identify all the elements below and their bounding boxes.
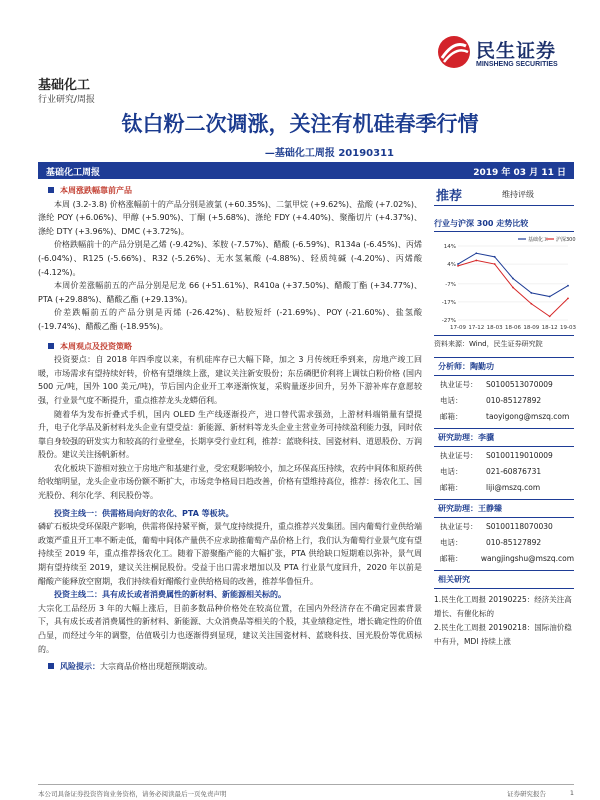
chart-y-tick-label: 14% xyxy=(443,244,456,250)
section-heading: 本周涨跌幅靠前产品 xyxy=(48,184,422,198)
performance-chart xyxy=(434,232,574,336)
related-item[interactable]: 1.民生化工周报 20190225：经济关注高增长、有催化标的 xyxy=(434,595,572,618)
chart-point xyxy=(567,297,569,299)
chart-x-tick-label: 18-06 xyxy=(505,325,521,331)
chart-point xyxy=(512,287,514,289)
main-content xyxy=(38,184,422,674)
related-heading: 相关研究 xyxy=(434,570,574,589)
paragraph: 本周价差涨幅前五的产品分别是尼龙 66 (+51.61%)、R410a (+37.50%)、醋酸丁酯 (+34.77%)、PTA (+29.88%)、醋酸乙酯 (+29.13%)。 xyxy=(38,281,422,304)
page-number: 1 xyxy=(569,789,574,797)
info-row: 执业证号： S0100119010009 xyxy=(440,450,553,460)
logo-name-en: MINSHENG SECURITIES xyxy=(476,61,558,68)
investment-line-1-heading: 投资主线一：供需格局向好的农化、PTA 等板块。 xyxy=(54,508,234,518)
info-row[interactable]: 邮箱： taoyigong@mszq.com xyxy=(440,411,570,421)
rating-box xyxy=(434,184,574,206)
chart-point xyxy=(494,256,496,258)
chart-point xyxy=(475,260,477,262)
chart-point xyxy=(475,252,477,254)
chart-x-tick-label: 17-12 xyxy=(468,325,485,331)
footer xyxy=(38,784,574,798)
chart-point xyxy=(457,265,459,267)
info-row[interactable]: 邮箱： liji@mszq.com xyxy=(440,482,541,492)
chart-point xyxy=(494,263,496,265)
chart-title: 行业与沪深 300 走势比较 xyxy=(434,218,574,232)
report-subtitle: —基础化工周报 20190311 xyxy=(264,148,394,159)
paragraph: 大宗化工品经历 3 年的大幅上涨后，目前多数品种价格处在较高位置，在国内外经济存在不确定因素背景下，具有成长或者消费属性的新材料、新能源、大众消费品等相关的个股，其业绩稳定性，增长确定性的价值凸显，而经过今年的调整，估值吸引力也逐渐得到显现，建议关注国瓷材料、蓝晓科技、国光股份等优质标的。 xyxy=(38,603,422,654)
chart-legend-label: 沪深300 xyxy=(556,237,576,243)
bar-report-name: 基础化工周报 xyxy=(46,168,101,178)
info-row[interactable]: 邮箱： wangjingshu@mszq.com xyxy=(440,553,574,563)
investment-line-2-heading: 投资主线二：具有成长或者消费属性的新材料、新能源相关标的。 xyxy=(54,590,286,600)
chart-x-tick-label: 19-03 xyxy=(560,325,576,331)
risk-warning: 风险提示：大宗商品价格出现超预期波动。 xyxy=(48,660,422,674)
paragraph: 磷矿石板块受环保限产影响，供需将保持紧平衡，景气度持续提升，重点推荐兴发集团。国内葡萄行业供给端政策严重且开工率不断走低，葡萄中间体产量供不应求助推葡萄产品价格上行，我们认为葡萄行业景气度有望持续至 2019 年，重点推荐扬农化工。随着下游聚酯产能的大幅扩张，PTA 供给缺口短期难以弥补，景气周期有望持续至 2019，建议关注桐昆股份。受益于出口需求增加以及 PTA 行业景气度回升，2020 年以前是醋酸产能释放空窗期，我们持续看好醋酸行业供给格局的改善，推荐华鲁恒升。 xyxy=(38,522,422,586)
paragraph: 价格跌幅前十的产品分别是乙烯 (-9.42%)、苯胺 (-7.57%)、醋酸 (-6.59%)、R134a (-6.45%)、丙烯 (-6.04%)、R125 (-5.66%)、R32 (-5.26%)、无水氢氟酸 (-4.88%)、轻质纯碱 (-4.20%)、丙烯酸 (-4.12%)。 xyxy=(38,240,422,277)
chart-y-tick-label: -17% xyxy=(441,299,456,306)
footer-report-type: 证券研究报告 xyxy=(507,790,546,798)
chart-series-line xyxy=(458,253,568,296)
logo-name: 民生证券 xyxy=(476,40,557,62)
chart-svg xyxy=(434,232,574,336)
chart-point xyxy=(512,278,514,280)
bar-date: 2019 年 03 月 11 日 xyxy=(473,168,566,178)
rating-label: 推荐 xyxy=(436,189,463,204)
company-logo xyxy=(436,34,576,74)
sidebar xyxy=(434,184,574,649)
chart-y-tick-label: 4% xyxy=(447,262,456,269)
info-row: 电话： 021-60876731 xyxy=(440,466,542,476)
paragraph: 农化板块下游相对独立于房地产和基建行业，受宏观影响较小，加之环保高压持续，农药中间体和原药供给收缩明显，龙头企业市场份额不断扩大，市场竞争格局日趋改善，价格有望维持高位，推荐：扬农化工、国光股份、利尔化学、利民股份等。 xyxy=(38,463,422,501)
chart-series-line xyxy=(458,260,568,316)
chart-y-tick-label: -7% xyxy=(445,281,456,288)
bullet-icon xyxy=(48,663,54,669)
paragraph: 价差跌幅前五的产品分别是丙烯 (-26.42%)、粘胶短纤 (-21.69%)、POY (-21.60%)、盐氢酸 (-19.74%)、醋酸乙酯 (-18.95%)。 xyxy=(38,308,422,331)
header-bar xyxy=(38,162,574,179)
info-row: 执业证号： S0100513070009 xyxy=(440,379,553,389)
section-heading: 本周观点及投资策略 xyxy=(48,340,422,354)
rating-value: 维持评级 xyxy=(502,190,534,199)
assistant2-heading: 研究助理：王静臻 xyxy=(434,499,574,518)
chart-point xyxy=(530,303,532,305)
bullet-icon xyxy=(48,187,54,193)
chart-x-tick-label: 18-12 xyxy=(541,325,558,331)
info-row: 电话： 010-85127892 xyxy=(440,537,542,547)
analyst-heading: 分析师：陶勤功 xyxy=(434,357,574,376)
chart-x-tick-label: 17-09 xyxy=(450,325,466,331)
related-item[interactable]: 2.民生化工周报 20190218：国际油价稳中有升，MDI 持续上涨 xyxy=(434,623,572,646)
chart-x-tick-label: 18-03 xyxy=(486,325,503,331)
chart-point xyxy=(457,263,459,265)
assistant1-heading: 研究助理：李骥 xyxy=(434,428,574,447)
assistant1-rows xyxy=(434,447,574,495)
bullet-icon xyxy=(48,343,54,349)
related-list xyxy=(434,589,574,649)
report-title: 钛白粉二次调涨，关注有机硅春季行情 xyxy=(121,112,479,136)
chart-point xyxy=(549,296,551,298)
paragraph: 随着华为发布折叠式手机，国内 OLED 生产线逐渐投产，进口替代需求强劲，上游材料端销量有望提升，电子化学品及新材料龙头企业有望受益：新能源、新材料等龙头企业主营业务可持续盈利能力强，同时依靠自身较强的研发实力和较高的行业壁垒，长期享受行业红利，推荐：蓝晓科技、国瓷材料、道恩股份、万润股份。建议关注扬帆新材。 xyxy=(38,409,422,460)
chart-point xyxy=(567,285,569,287)
chart-legend-label: 基础化工 xyxy=(528,237,549,243)
info-row: 电话： 010-85127892 xyxy=(440,395,542,405)
chart-source: 资料来源：Wind，民生证券研究院 xyxy=(434,340,543,348)
footer-disclaimer: 本公司具备证券投资咨询业务资格，请务必阅读最后一页免责声明 xyxy=(38,790,227,798)
logo-icon xyxy=(436,34,472,70)
info-row: 执业证号： S0100118070030 xyxy=(440,521,553,531)
analyst-rows xyxy=(434,376,574,424)
sector-label: 基础化工 xyxy=(38,78,91,93)
paragraph: 投资要点：自 2018 年四季度以来，有机硅库存已大幅下降，加之 3 月传统旺季到来，房地产竣工回暖，市场需求有望持续好转，价格有望继续上涨，建议关注新安股份；东岳磷肥价利将上调钛白粉价格 (国内 500 元/吨，国外 100 美元/吨)，节后国内企业开工率逐渐恢复，采购量逐步回升，另外下游补库存意愿较强，行业景气度不断提升，重点推荐龙头龙蟒佰利。 xyxy=(38,355,422,405)
chart-x-tick-label: 18-09 xyxy=(523,325,540,331)
chart-point xyxy=(530,292,532,294)
doc-type: 行业研究/周报 xyxy=(38,95,96,105)
chart-point xyxy=(549,315,551,317)
assistant2-rows xyxy=(434,518,574,566)
chart-y-tick-label: -27% xyxy=(441,318,456,324)
paragraph: 本周 (3.2-3.8) 价格涨幅前十的产品分别是液氯 (+60.35%)、二氯甲烷 (+9.62%)、盐酸 (+7.02%)、涤纶 POY (+6.06%)、甲醇 (+5.90%)、丁酮 (+5.68%)、涤纶 FDY (+4.40%)、聚酯切片 (+4.37%)、涤纶 DTY (+3.96%)、DMC (+3.72%)。 xyxy=(38,199,422,236)
